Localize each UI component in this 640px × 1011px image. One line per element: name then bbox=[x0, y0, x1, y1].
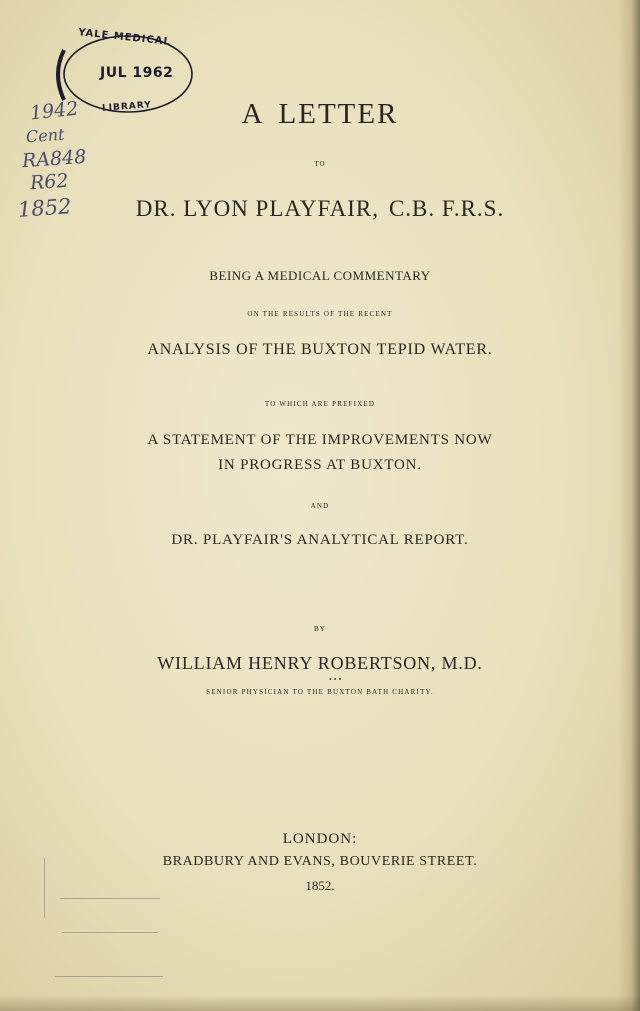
subtitle-line-3: ANALYSIS OF THE BUXTON TEPID WATER. bbox=[147, 341, 493, 358]
recipient-honours: C.B. F.R.S. bbox=[388, 196, 505, 221]
imprint-publisher: BRADBURY AND EVANS, BOUVERIE STREET. bbox=[162, 854, 478, 869]
handwritten-pub-year: 1852 bbox=[17, 194, 73, 222]
imprint-city: LONDON: bbox=[282, 831, 358, 847]
subtitle-line-6: IN PROGRESS AT BUXTON. bbox=[218, 457, 422, 473]
subtitle-line-7: DR. PLAYFAIR'S ANALYTICAL REPORT. bbox=[171, 532, 469, 548]
to-label: TO bbox=[314, 160, 326, 168]
pencil-mark bbox=[62, 932, 158, 933]
handwritten-call-number: RA848 bbox=[21, 145, 87, 173]
recipient-name: DR. LYON PLAYFAIR, bbox=[135, 196, 379, 221]
title-article: A bbox=[241, 98, 265, 130]
printer-dots: • • • bbox=[329, 675, 342, 684]
subtitle-line-1: BEING A MEDICAL COMMENTARY bbox=[209, 268, 431, 283]
pencil-mark bbox=[55, 976, 163, 977]
pencil-mark bbox=[60, 898, 160, 899]
stamp-date: JUL 1962 bbox=[100, 65, 174, 81]
and-label: AND bbox=[310, 502, 330, 510]
pencil-mark bbox=[44, 858, 45, 918]
author-name: WILLIAM HENRY ROBERTSON, M.D. bbox=[157, 653, 483, 673]
stamp-bottom-text: LIBRARY bbox=[101, 100, 153, 114]
subtitle-line-5: A STATEMENT OF THE IMPROVEMENTS NOW bbox=[147, 432, 493, 448]
page-bottom-shadow bbox=[0, 995, 640, 1011]
subtitle-line-4: TO WHICH ARE PREFIXED bbox=[264, 400, 376, 408]
handwritten-year: 1942 bbox=[28, 97, 80, 125]
stamp-top-text: YALE MEDICAL bbox=[77, 27, 172, 48]
handwritten-cent: Cent bbox=[25, 124, 66, 147]
recipient bbox=[0, 196, 640, 222]
title-word: LETTER bbox=[278, 98, 399, 130]
imprint-year: 1852. bbox=[305, 878, 335, 893]
handwritten-call-suffix: R62 bbox=[29, 169, 70, 195]
author-role: SENIOR PHYSICIAN TO THE BUXTON BATH CHARITY. bbox=[206, 688, 434, 696]
page-title bbox=[0, 98, 640, 131]
by-label: BY bbox=[313, 625, 327, 633]
subtitle-line-2: ON THE RESULTS OF THE RECENT bbox=[247, 310, 393, 318]
